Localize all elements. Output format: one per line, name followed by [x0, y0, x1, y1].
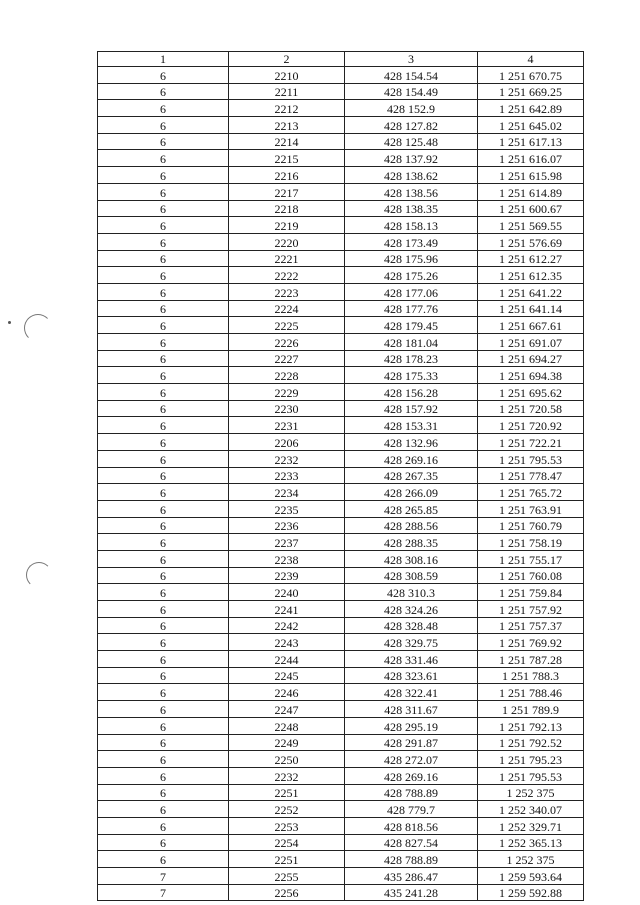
cell-y-coordinate: 1 251 795.53	[478, 450, 584, 467]
cell-section: 6	[98, 150, 229, 167]
cell-point-number: 2241	[229, 601, 345, 618]
cell-y-coordinate: 1 251 763.91	[478, 500, 584, 517]
table-row	[98, 200, 584, 217]
table-row	[98, 67, 584, 84]
cell-y-coordinate: 1 251 576.69	[478, 233, 584, 250]
table-row	[98, 767, 584, 784]
cell-x-coordinate: 428 158.13	[345, 217, 478, 234]
table-row	[98, 484, 584, 501]
cell-y-coordinate: 1 251 612.27	[478, 250, 584, 267]
table-row	[98, 868, 584, 885]
table-row	[98, 117, 584, 134]
cell-x-coordinate: 428 138.56	[345, 183, 478, 200]
cell-y-coordinate: 1 251 641.22	[478, 283, 584, 300]
cell-section: 6	[98, 617, 229, 634]
cell-section: 7	[98, 868, 229, 885]
table-row	[98, 817, 584, 834]
cell-section: 6	[98, 517, 229, 534]
cell-point-number: 2232	[229, 450, 345, 467]
cell-x-coordinate: 428 177.76	[345, 300, 478, 317]
cell-x-coordinate: 428 125.48	[345, 133, 478, 150]
cell-y-coordinate: 1 251 792.52	[478, 734, 584, 751]
cell-point-number: 2243	[229, 634, 345, 651]
cell-section: 6	[98, 450, 229, 467]
table-row	[98, 150, 584, 167]
cell-point-number: 2213	[229, 117, 345, 134]
cell-point-number: 2222	[229, 267, 345, 284]
cell-point-number: 2255	[229, 868, 345, 885]
table-row	[98, 267, 584, 284]
table-row	[98, 651, 584, 668]
cell-section: 6	[98, 550, 229, 567]
cell-x-coordinate: 428 127.82	[345, 117, 478, 134]
cell-y-coordinate: 1 251 669.25	[478, 83, 584, 100]
cell-point-number: 2254	[229, 834, 345, 851]
cell-x-coordinate: 428 156.28	[345, 384, 478, 401]
cell-y-coordinate: 1 251 617.13	[478, 133, 584, 150]
cell-section: 6	[98, 734, 229, 751]
cell-point-number: 2251	[229, 784, 345, 801]
cell-point-number: 2252	[229, 801, 345, 818]
cell-point-number: 2229	[229, 384, 345, 401]
cell-x-coordinate: 428 269.16	[345, 450, 478, 467]
table-row	[98, 83, 584, 100]
cell-x-coordinate: 428 779.7	[345, 801, 478, 818]
cell-section: 6	[98, 634, 229, 651]
cell-y-coordinate: 1 251 788.46	[478, 684, 584, 701]
cell-x-coordinate: 428 827.54	[345, 834, 478, 851]
cell-x-coordinate: 428 328.48	[345, 617, 478, 634]
cell-section: 6	[98, 334, 229, 351]
cell-point-number: 2226	[229, 334, 345, 351]
cell-section: 6	[98, 300, 229, 317]
punch-hole-mark-bottom	[26, 562, 52, 588]
cell-point-number: 2216	[229, 167, 345, 184]
cell-y-coordinate: 1 251 757.92	[478, 601, 584, 618]
punch-hole-mark-top	[24, 314, 52, 342]
cell-x-coordinate: 428 138.62	[345, 167, 478, 184]
cell-y-coordinate: 1 251 641.14	[478, 300, 584, 317]
cell-y-coordinate: 1 251 642.89	[478, 100, 584, 117]
cell-point-number: 2230	[229, 400, 345, 417]
table-row	[98, 517, 584, 534]
cell-x-coordinate: 435 241.28	[345, 884, 478, 901]
cell-section: 6	[98, 500, 229, 517]
cell-section: 6	[98, 250, 229, 267]
cell-point-number: 2246	[229, 684, 345, 701]
cell-y-coordinate: 1 251 778.47	[478, 467, 584, 484]
cell-section: 6	[98, 267, 229, 284]
cell-y-coordinate: 1 251 694.27	[478, 350, 584, 367]
cell-y-coordinate: 1 251 755.17	[478, 550, 584, 567]
table-row	[98, 801, 584, 818]
cell-point-number: 2233	[229, 467, 345, 484]
cell-y-coordinate: 1 251 760.79	[478, 517, 584, 534]
table-row	[98, 550, 584, 567]
cell-section: 6	[98, 67, 229, 84]
cell-x-coordinate: 428 269.16	[345, 767, 478, 784]
cell-x-coordinate: 428 308.16	[345, 550, 478, 567]
cell-x-coordinate: 428 288.56	[345, 517, 478, 534]
cell-x-coordinate: 428 818.56	[345, 817, 478, 834]
cell-point-number: 2231	[229, 417, 345, 434]
table-row	[98, 283, 584, 300]
cell-section: 6	[98, 601, 229, 618]
cell-section: 6	[98, 167, 229, 184]
cell-x-coordinate: 428 323.61	[345, 667, 478, 684]
cell-y-coordinate: 1 251 789.9	[478, 701, 584, 718]
cell-section: 6	[98, 717, 229, 734]
cell-x-coordinate: 428 291.87	[345, 734, 478, 751]
cell-y-coordinate: 1 251 600.67	[478, 200, 584, 217]
cell-point-number: 2220	[229, 233, 345, 250]
cell-x-coordinate: 428 295.19	[345, 717, 478, 734]
table-row	[98, 884, 584, 901]
cell-section: 6	[98, 350, 229, 367]
cell-y-coordinate: 1 251 788.3	[478, 667, 584, 684]
cell-y-coordinate: 1 259 593.64	[478, 868, 584, 885]
cell-x-coordinate: 428 788.89	[345, 851, 478, 868]
cell-point-number: 2234	[229, 484, 345, 501]
cell-section: 6	[98, 834, 229, 851]
table-row	[98, 400, 584, 417]
cell-x-coordinate: 428 311.67	[345, 701, 478, 718]
header-col-1: 1	[98, 52, 229, 67]
cell-section: 6	[98, 283, 229, 300]
cell-section: 6	[98, 767, 229, 784]
cell-section: 6	[98, 751, 229, 768]
cell-point-number: 2218	[229, 200, 345, 217]
table-row	[98, 534, 584, 551]
table-row	[98, 434, 584, 451]
cell-point-number: 2221	[229, 250, 345, 267]
table-row	[98, 300, 584, 317]
cell-section: 6	[98, 851, 229, 868]
cell-y-coordinate: 1 251 616.07	[478, 150, 584, 167]
cell-y-coordinate: 1 251 795.23	[478, 751, 584, 768]
cell-point-number: 2242	[229, 617, 345, 634]
table-row	[98, 634, 584, 651]
cell-y-coordinate: 1 251 645.02	[478, 117, 584, 134]
cell-y-coordinate: 1 252 365.13	[478, 834, 584, 851]
cell-point-number: 2212	[229, 100, 345, 117]
cell-y-coordinate: 1 251 569.55	[478, 217, 584, 234]
cell-y-coordinate: 1 251 614.89	[478, 183, 584, 200]
cell-y-coordinate: 1 252 340.07	[478, 801, 584, 818]
cell-point-number: 2214	[229, 133, 345, 150]
scan-dot	[8, 321, 11, 324]
cell-point-number: 2238	[229, 550, 345, 567]
table-row	[98, 734, 584, 751]
table-row	[98, 567, 584, 584]
table-row	[98, 667, 584, 684]
cell-x-coordinate: 428 267.35	[345, 467, 478, 484]
cell-y-coordinate: 1 251 795.53	[478, 767, 584, 784]
cell-y-coordinate: 1 251 758.19	[478, 534, 584, 551]
cell-x-coordinate: 428 788.89	[345, 784, 478, 801]
table-row	[98, 100, 584, 117]
cell-y-coordinate: 1 251 720.58	[478, 400, 584, 417]
cell-point-number: 2256	[229, 884, 345, 901]
cell-x-coordinate: 428 310.3	[345, 584, 478, 601]
cell-y-coordinate: 1 252 375	[478, 784, 584, 801]
table-row	[98, 851, 584, 868]
cell-point-number: 2251	[229, 851, 345, 868]
cell-section: 6	[98, 784, 229, 801]
cell-section: 6	[98, 417, 229, 434]
cell-point-number: 2236	[229, 517, 345, 534]
cell-y-coordinate: 1 251 612.35	[478, 267, 584, 284]
cell-x-coordinate: 435 286.47	[345, 868, 478, 885]
table-row	[98, 751, 584, 768]
cell-x-coordinate: 428 152.9	[345, 100, 478, 117]
cell-section: 6	[98, 233, 229, 250]
table-row	[98, 250, 584, 267]
cell-point-number: 2247	[229, 701, 345, 718]
table-row	[98, 417, 584, 434]
cell-x-coordinate: 428 175.96	[345, 250, 478, 267]
cell-section: 6	[98, 117, 229, 134]
cell-x-coordinate: 428 272.07	[345, 751, 478, 768]
cell-section: 6	[98, 467, 229, 484]
coordinates-table	[97, 51, 584, 901]
cell-x-coordinate: 428 175.26	[345, 267, 478, 284]
cell-point-number: 2223	[229, 283, 345, 300]
cell-point-number: 2232	[229, 767, 345, 784]
cell-x-coordinate: 428 137.92	[345, 150, 478, 167]
cell-section: 6	[98, 817, 229, 834]
table-row	[98, 617, 584, 634]
cell-point-number: 2244	[229, 651, 345, 668]
cell-point-number: 2237	[229, 534, 345, 551]
cell-section: 6	[98, 133, 229, 150]
cell-y-coordinate: 1 251 667.61	[478, 317, 584, 334]
cell-section: 6	[98, 200, 229, 217]
cell-y-coordinate: 1 251 691.07	[478, 334, 584, 351]
cell-y-coordinate: 1 251 759.84	[478, 584, 584, 601]
cell-section: 6	[98, 701, 229, 718]
cell-y-coordinate: 1 251 760.08	[478, 567, 584, 584]
table-row	[98, 217, 584, 234]
cell-y-coordinate: 1 251 722.21	[478, 434, 584, 451]
cell-y-coordinate: 1 252 329.71	[478, 817, 584, 834]
cell-x-coordinate: 428 177.06	[345, 283, 478, 300]
table-row	[98, 584, 584, 601]
table-row	[98, 784, 584, 801]
cell-x-coordinate: 428 179.45	[345, 317, 478, 334]
cell-section: 6	[98, 434, 229, 451]
table-row	[98, 233, 584, 250]
table-row	[98, 133, 584, 150]
cell-x-coordinate: 428 265.85	[345, 500, 478, 517]
cell-section: 6	[98, 667, 229, 684]
cell-section: 6	[98, 384, 229, 401]
cell-section: 7	[98, 884, 229, 901]
table-row	[98, 601, 584, 618]
cell-point-number: 2215	[229, 150, 345, 167]
header-col-2: 2	[229, 52, 345, 67]
table-row	[98, 167, 584, 184]
table-row	[98, 467, 584, 484]
cell-x-coordinate: 428 331.46	[345, 651, 478, 668]
cell-point-number: 2239	[229, 567, 345, 584]
table-row	[98, 450, 584, 467]
cell-y-coordinate: 1 259 592.88	[478, 884, 584, 901]
cell-x-coordinate: 428 181.04	[345, 334, 478, 351]
cell-section: 6	[98, 183, 229, 200]
cell-point-number: 2206	[229, 434, 345, 451]
cell-x-coordinate: 428 138.35	[345, 200, 478, 217]
table-row	[98, 350, 584, 367]
cell-y-coordinate: 1 251 765.72	[478, 484, 584, 501]
cell-x-coordinate: 428 173.49	[345, 233, 478, 250]
cell-x-coordinate: 428 175.33	[345, 367, 478, 384]
cell-point-number: 2210	[229, 67, 345, 84]
cell-y-coordinate: 1 251 792.13	[478, 717, 584, 734]
cell-x-coordinate: 428 308.59	[345, 567, 478, 584]
table-row	[98, 384, 584, 401]
cell-y-coordinate: 1 251 694.38	[478, 367, 584, 384]
table-row	[98, 500, 584, 517]
cell-section: 6	[98, 400, 229, 417]
cell-y-coordinate: 1 252 375	[478, 851, 584, 868]
cell-x-coordinate: 428 329.75	[345, 634, 478, 651]
table-row	[98, 317, 584, 334]
cell-point-number: 2227	[229, 350, 345, 367]
cell-section: 6	[98, 567, 229, 584]
cell-x-coordinate: 428 288.35	[345, 534, 478, 551]
cell-section: 6	[98, 83, 229, 100]
table-row	[98, 183, 584, 200]
cell-point-number: 2250	[229, 751, 345, 768]
cell-x-coordinate: 428 266.09	[345, 484, 478, 501]
table-row	[98, 834, 584, 851]
cell-point-number: 2248	[229, 717, 345, 734]
cell-y-coordinate: 1 251 720.92	[478, 417, 584, 434]
cell-x-coordinate: 428 132.96	[345, 434, 478, 451]
cell-section: 6	[98, 100, 229, 117]
cell-x-coordinate: 428 153.31	[345, 417, 478, 434]
cell-y-coordinate: 1 251 615.98	[478, 167, 584, 184]
cell-point-number: 2219	[229, 217, 345, 234]
cell-x-coordinate: 428 157.92	[345, 400, 478, 417]
header-row	[98, 52, 584, 67]
cell-point-number: 2235	[229, 500, 345, 517]
cell-y-coordinate: 1 251 670.75	[478, 67, 584, 84]
cell-y-coordinate: 1 251 695.62	[478, 384, 584, 401]
cell-x-coordinate: 428 154.49	[345, 83, 478, 100]
cell-x-coordinate: 428 154.54	[345, 67, 478, 84]
table-row	[98, 684, 584, 701]
cell-section: 6	[98, 367, 229, 384]
cell-point-number: 2249	[229, 734, 345, 751]
cell-y-coordinate: 1 251 787.28	[478, 651, 584, 668]
cell-section: 6	[98, 317, 229, 334]
cell-point-number: 2224	[229, 300, 345, 317]
cell-x-coordinate: 428 322.41	[345, 684, 478, 701]
header-col-3: 3	[345, 52, 478, 67]
cell-point-number: 2211	[229, 83, 345, 100]
cell-section: 6	[98, 584, 229, 601]
cell-point-number: 2253	[229, 817, 345, 834]
cell-point-number: 2245	[229, 667, 345, 684]
table-row	[98, 701, 584, 718]
cell-section: 6	[98, 484, 229, 501]
cell-y-coordinate: 1 251 769.92	[478, 634, 584, 651]
cell-point-number: 2240	[229, 584, 345, 601]
cell-section: 6	[98, 651, 229, 668]
cell-section: 6	[98, 684, 229, 701]
cell-section: 6	[98, 217, 229, 234]
table-row	[98, 367, 584, 384]
header-col-4: 4	[478, 52, 584, 67]
table-row	[98, 717, 584, 734]
cell-section: 6	[98, 534, 229, 551]
cell-x-coordinate: 428 324.26	[345, 601, 478, 618]
cell-point-number: 2228	[229, 367, 345, 384]
cell-x-coordinate: 428 178.23	[345, 350, 478, 367]
cell-point-number: 2225	[229, 317, 345, 334]
table-row	[98, 334, 584, 351]
cell-section: 6	[98, 801, 229, 818]
cell-point-number: 2217	[229, 183, 345, 200]
cell-y-coordinate: 1 251 757.37	[478, 617, 584, 634]
